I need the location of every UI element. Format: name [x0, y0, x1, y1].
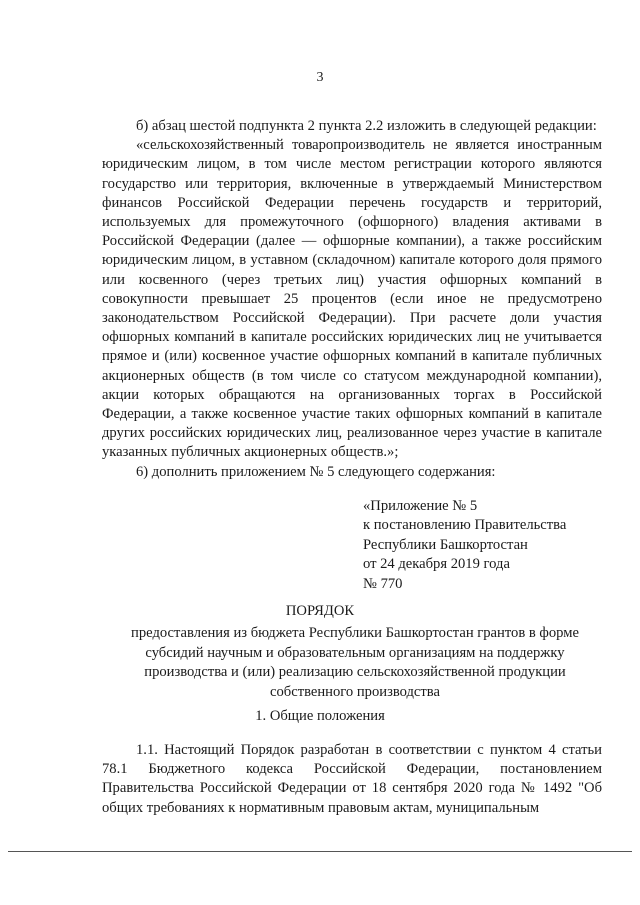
- paragraph-1-1: 1.1. Настоящий Порядок разработан в соответствии с пунктом 4 статьи 78.1 Бюджетного кодекса Российской Федерации, постановлением Правительства Российской Федерации от 18 сентября 2020 года № 1492 "Об общих требованиях к нормативным правовым актам, муниципальным: [102, 742, 602, 816]
- amendment-item-b: б) абзац шестой подпункта 2 пункта 2.2 изложить в следующей редакции:: [136, 118, 597, 134]
- amendment-item-6: 6) дополнить приложением № 5 следующего содержания:: [136, 463, 496, 480]
- page-number: 3: [316, 70, 324, 85]
- section-body: [102, 741, 602, 818]
- amendment-block: [102, 117, 602, 482]
- page-bottom-rule: [8, 851, 632, 852]
- amendment-quoted-text: «сельскохозяйственный товаропроизводитель не является иностранным юридическим лицом, в том числе местом регистрации которого являются государство или территория, включенные в утверждаемый Министерством финансов Российской Федерации перечень государств и территорий, используемых для промежуточного (офшорного) владения активами в Российской Федерации (далее — офшорные компании), а также российским юридическим лицом, в уставном (складочном) капитале которого доля прямого или косвенного (через третьих лиц) участия офшорных компаний в совокупности превышает 25 процентов (если иное не предусмотрено законодательством Российской Федерации). При расчете доли участия офшорных компаний в капитале российских юридических лиц не учитывается прямое и (или) косвенное участие офшорных компаний в капитале публичных акционерных обществ (в том числе со статусом международной компании), акции которых обращаются на организованных торгах в Российской Федерации, а также косвенное участие таких офшорных компаний в капитале других российских юридических лиц, реализованное через участие в капитале указанных публичных акционерных обществ.»;: [102, 137, 602, 461]
- appendix-reference: [363, 497, 566, 594]
- section-heading: 1. Общие положения: [255, 708, 385, 724]
- appendix-line: от 24 декабря 2019 года: [363, 556, 510, 573]
- document-subtitle: предоставления из бюджета Республики Башкортостан грантов в форме субсидий научным и образовательным организациям на поддержку производства и (или) реализацию сельскохозяйственной продукции собственного производства: [131, 625, 579, 700]
- document-title: ПОРЯДОК: [285, 603, 355, 619]
- appendix-line: «Приложение № 5: [363, 498, 478, 514]
- appendix-line: № 770: [363, 575, 403, 592]
- appendix-line: Республики Башкортостан: [363, 536, 528, 553]
- appendix-line: к постановлению Правительства: [363, 517, 567, 534]
